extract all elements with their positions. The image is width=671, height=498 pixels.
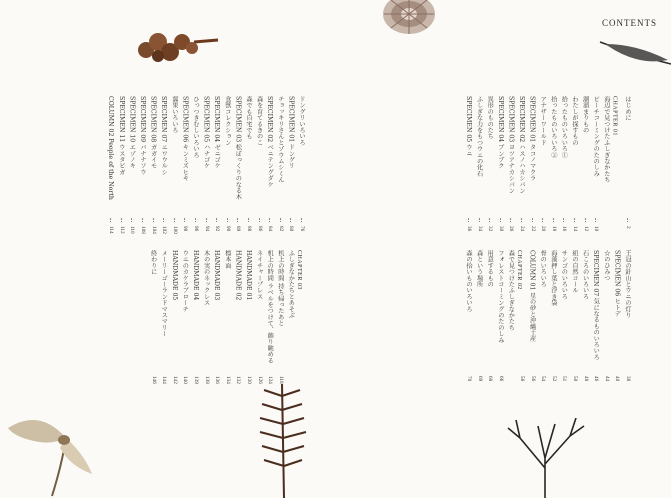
page-number: 89	[235, 226, 242, 232]
toc-entry[interactable]: HANDMADE 01	[245, 250, 252, 301]
page-number: 40	[614, 376, 621, 382]
feather-illustration	[598, 36, 671, 72]
leader-dots	[216, 218, 227, 222]
toc-entry[interactable]: HANDMADE 04	[192, 250, 199, 301]
toc-entry[interactable]: 木の実のネックレス	[202, 250, 210, 306]
page-number: 108	[140, 226, 146, 234]
leader-dots	[206, 218, 217, 222]
toc-entry[interactable]: アナザーワールド	[539, 96, 547, 146]
toc-entry[interactable]: 海辺で見つけたふしぎなかたち	[602, 96, 610, 183]
toc-entry[interactable]: ふしぎなかたちとあそぶ	[287, 250, 295, 319]
page-number: 144	[161, 376, 168, 384]
seaweed-illustration	[500, 418, 590, 498]
leader-dots	[489, 218, 500, 222]
toc-entry[interactable]: ビーチコーミングのたのしみ	[592, 96, 600, 177]
leader-dots	[468, 218, 479, 222]
page-number: 132	[235, 376, 242, 384]
toc-entry[interactable]: SPECIMEN 06 キンミズヒキ	[181, 96, 189, 182]
toc-entry[interactable]: サンゴのいろいろ	[560, 250, 568, 300]
toc-entry[interactable]: 森を育てるきのこ	[255, 96, 263, 146]
toc-entry[interactable]: 終わりに	[149, 250, 157, 275]
page-number: 112	[118, 226, 125, 234]
page-number: 50	[572, 376, 578, 382]
toc-entry[interactable]: 食獣コレクション	[223, 96, 231, 146]
leader-dots	[585, 218, 596, 222]
toc-entry[interactable]: わたしが探すもの	[571, 96, 578, 146]
toc-entry[interactable]: COLUMN 02 People of the North	[107, 96, 115, 200]
page-number: 52	[550, 376, 557, 382]
toc-entry[interactable]: SPECIMEN 07 気になるものいろいろ	[592, 250, 600, 361]
page-number: 12	[582, 226, 589, 232]
page-number: 54	[540, 376, 547, 382]
page-number: 38	[625, 376, 631, 382]
page-number: 102	[161, 226, 168, 234]
toc-entry[interactable]: SPECIMEN 07 ニワウルシ	[160, 96, 168, 176]
toc-entry[interactable]: 骨のいろいろ	[539, 250, 547, 288]
page-number: 56	[529, 376, 536, 382]
page-number: 139	[193, 376, 199, 384]
page-number: 16	[561, 226, 568, 232]
page-number: 130	[246, 376, 252, 384]
toc-entry[interactable]: SPECIMEN 09 バナナソウ	[139, 96, 146, 176]
page-number: 138	[203, 376, 210, 384]
seed-pod-illustration	[136, 26, 220, 68]
toc-entry[interactable]: 標本面	[223, 250, 231, 269]
toc-entry[interactable]: 潮溜まりもの	[581, 96, 589, 134]
leader-dots	[542, 218, 553, 222]
page-number: 92	[214, 226, 221, 232]
page-number: 88	[246, 226, 252, 232]
page-number: 104	[150, 226, 157, 234]
page-number: 69	[476, 376, 483, 382]
page-number: 84	[267, 226, 274, 232]
toc-entry[interactable]: HANDMADE 02	[234, 250, 242, 301]
page-number: 70	[466, 376, 472, 382]
leader-dots	[153, 218, 164, 222]
fern-illustration	[252, 384, 312, 498]
sea-urchin-illustration	[378, 0, 440, 40]
page-number: 20	[540, 226, 547, 232]
page-number: 86	[256, 226, 263, 232]
toc-entry[interactable]: HANDMADE 05	[170, 250, 178, 301]
toc-entry[interactable]: SPECIMEN 04 ゼニゴケ	[213, 96, 221, 169]
toc-entry[interactable]: SPECIMEN 02 ベニテングダケ	[266, 96, 274, 188]
toc-entry[interactable]: SPECIMEN 03 松ぼっくりのなる木	[234, 96, 242, 200]
page-number: 146	[150, 376, 157, 384]
toc-entry[interactable]: SPECIMEN 04 ブンブク	[496, 96, 504, 169]
page-number: 44	[603, 376, 610, 382]
leader-dots	[595, 218, 606, 222]
page-number: 48	[582, 376, 589, 382]
page-number: 68	[487, 376, 494, 382]
page-number: 24	[519, 226, 525, 232]
page-number: 142	[171, 376, 178, 384]
toc-entry[interactable]: 異形のものたち	[486, 96, 494, 140]
page-number: 96	[193, 226, 199, 232]
leader-dots	[301, 218, 312, 222]
page-number: 124	[267, 376, 274, 384]
chapter-label[interactable]: CHAPTER 02	[516, 250, 522, 290]
leader-dots	[121, 218, 132, 222]
page-number: 34	[476, 226, 483, 232]
toc-entry[interactable]: SPECIMEN 01 タコノマクラ	[528, 96, 536, 182]
page-number: 98	[182, 226, 189, 232]
leader-dots	[269, 218, 280, 222]
leader-dots	[627, 218, 638, 222]
toc-entry[interactable]: SPECIMEN 02 ハスノハカシパン	[518, 96, 525, 194]
toc-entry[interactable]: 森でも自宅でも	[245, 96, 252, 140]
toc-entry[interactable]: 森という場所	[475, 250, 483, 288]
toc-entry[interactable]: 石ころのいろいろ	[581, 250, 589, 300]
toc-entry[interactable]: ネイチャープレス	[255, 250, 263, 300]
maple-seed-illustration	[0, 404, 100, 498]
toc-entry[interactable]: 用意するもの	[486, 250, 494, 288]
toc-entry[interactable]: ひっつきむしいろいろ	[192, 96, 199, 158]
page-number: 110	[129, 226, 136, 234]
page-number: 94	[203, 226, 210, 232]
toc-entry[interactable]: SPECIMEN 01 ドングリ	[287, 96, 295, 169]
page-number: 32	[487, 226, 494, 232]
page-number: 114	[108, 226, 115, 234]
leader-dots	[237, 218, 248, 222]
leader-dots	[479, 218, 490, 222]
toc-entry[interactable]: 机上の時間 ラベルをつけて、飾り眺める	[266, 250, 274, 364]
toc-entry[interactable]: SPECIMEN 08 ガガイモ	[149, 96, 157, 169]
toc-entry[interactable]: COLUMN 01 星の砂と沖縄土産	[528, 250, 536, 342]
leader-dots	[521, 218, 532, 222]
toc-entry[interactable]: 王冠の針山とウニの灯り	[624, 250, 631, 319]
page-number: 14	[572, 226, 578, 232]
leader-dots	[563, 218, 574, 222]
toc-entry[interactable]: 机上の時間 持ち帰ったあと	[276, 250, 284, 327]
page-number: 80	[288, 226, 295, 232]
page-number: 100	[171, 226, 178, 234]
leader-dots	[532, 218, 543, 222]
toc-entry[interactable]: SPECIMEN 05 ハナゴケ	[202, 96, 210, 169]
toc-entry[interactable]: SPECIMEN 10 エゾノキ	[128, 96, 136, 169]
toc-entry[interactable]: はじめに	[624, 96, 631, 121]
page-number: 36	[466, 226, 472, 232]
leader-dots	[184, 218, 195, 222]
leader-dots	[227, 218, 238, 222]
toc-entry[interactable]: 森で見つけたふしぎなかたち	[507, 250, 515, 331]
leader-dots	[290, 218, 301, 222]
page-number: 2	[625, 226, 631, 229]
page-number: 76	[299, 226, 305, 232]
page-number: 22	[529, 226, 536, 232]
page-number: 82	[277, 226, 284, 232]
toc-entry[interactable]: ドングリいろいろ	[298, 96, 305, 146]
leader-dots	[248, 218, 259, 222]
toc-entry[interactable]: 拾ったものいろいろ①	[560, 96, 568, 158]
toc-entry[interactable]: SPECIMEN 06 ヒトデ	[613, 250, 621, 317]
toc-entry[interactable]: チョッキリさんとゾウムシくん	[276, 96, 284, 183]
leader-dots	[574, 218, 585, 222]
page-number: 90	[224, 226, 231, 232]
page-number: 51	[561, 376, 568, 382]
toc-entry[interactable]: 海藻押し葉と浮き袋	[549, 250, 557, 306]
toc-entry[interactable]: SPECIMEN 03 ヨツアナカシパン	[507, 96, 515, 194]
page-number: 118	[277, 376, 284, 384]
toc-entry[interactable]: ☆のひみつ	[602, 250, 610, 281]
page-title: CONTENTS	[602, 18, 657, 28]
leader-dots	[280, 218, 291, 222]
page-number: 10	[593, 226, 600, 232]
page-number: 30	[497, 226, 504, 232]
leader-dots	[510, 218, 521, 222]
page-number: 58	[519, 376, 525, 382]
toc-entry[interactable]: 翼果いろいろ	[170, 96, 178, 134]
toc-entry[interactable]: 紐の自然コール	[571, 250, 578, 294]
page-number: 126	[256, 376, 263, 384]
leader-dots	[259, 218, 270, 222]
leader-dots	[553, 218, 564, 222]
leader-dots	[110, 218, 121, 222]
page-number: 66	[497, 376, 504, 382]
chapter-label[interactable]: CHAPTER 03	[296, 250, 302, 290]
leader-dots	[163, 218, 174, 222]
toc-entry[interactable]: ウニのカケラブローチ	[181, 250, 189, 312]
page-number: 140	[182, 376, 189, 384]
toc-entry[interactable]: SPECIMEN 11 ウスタビガ	[117, 96, 125, 176]
toc-entry[interactable]: 拾ったものいろいろ②	[549, 96, 557, 158]
toc-entry[interactable]: 森の拾いものいろいろ	[465, 250, 472, 312]
page-number: 134	[224, 376, 231, 384]
toc-entry[interactable]: ふしぎな力をもつウニの化石	[475, 96, 483, 177]
leader-dots	[174, 218, 185, 222]
page-number: 26	[508, 226, 515, 232]
page-number: 18	[550, 226, 557, 232]
chapter-label[interactable]: CHAPTER 01	[611, 96, 618, 136]
page-number: 136	[214, 376, 221, 384]
toc-entry[interactable]: メーリーゴーランドマスマリー	[160, 250, 168, 337]
toc-entry[interactable]: HANDMADE 03	[213, 250, 221, 301]
leader-dots	[500, 218, 511, 222]
toc-entry[interactable]: フォレストコーミングのたのしみ	[496, 250, 504, 343]
leader-dots	[142, 218, 153, 222]
leader-dots	[195, 218, 206, 222]
leader-dots	[131, 218, 142, 222]
page-number: 46	[593, 376, 600, 382]
toc-entry[interactable]: SPECIMEN 05 ウニ	[465, 96, 472, 157]
